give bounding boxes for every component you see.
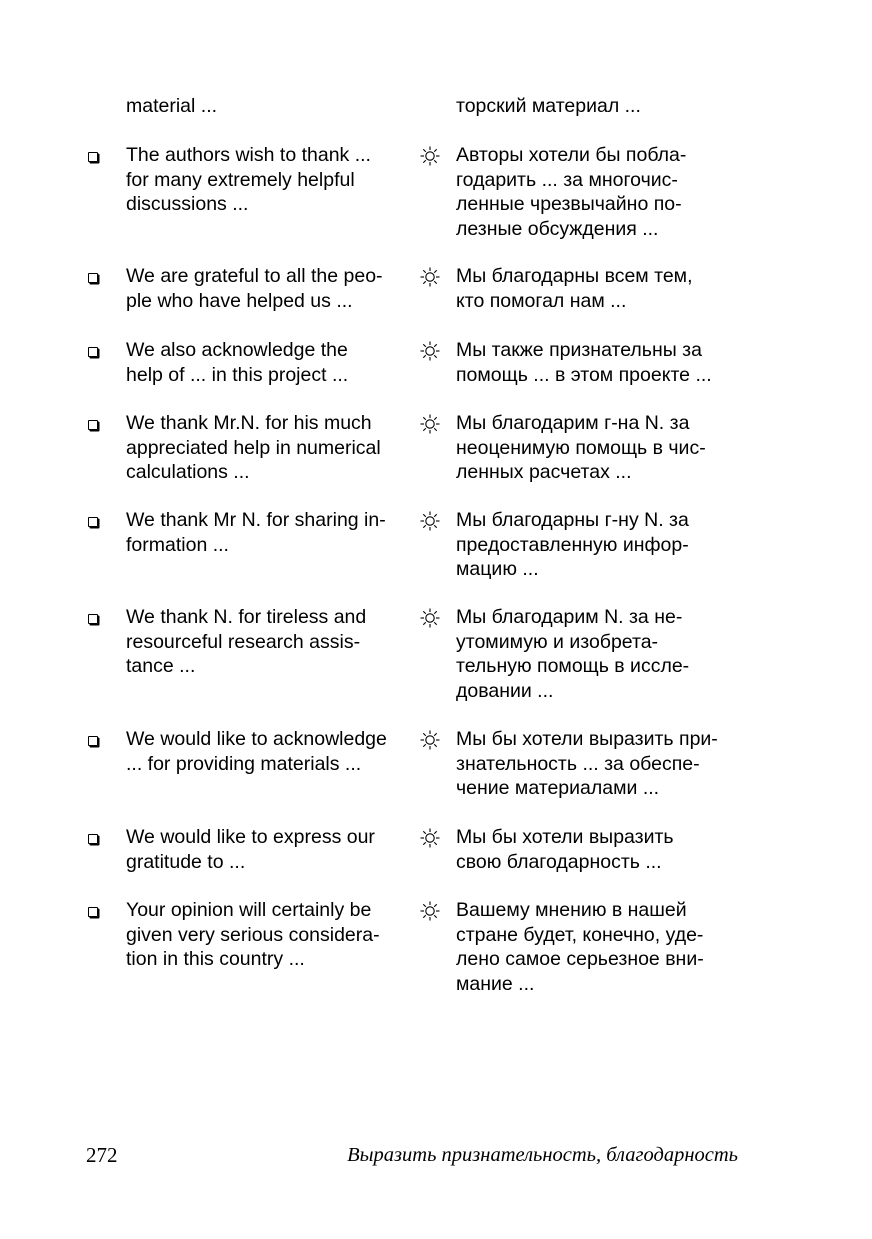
english-phrase-line: We thank Mr.N. for his much	[126, 412, 372, 434]
russian-phrase-line: стране будет, конечно, уде-	[456, 923, 704, 946]
russian-phrase-line: годарить ... за многочис-	[456, 168, 678, 191]
english-phrase-line: tance ...	[126, 655, 196, 677]
russian-phrase-line: лезные обсуждения ...	[456, 217, 659, 240]
english-phrase-line: discussions ...	[126, 193, 249, 215]
sun-bullet-icon	[418, 412, 442, 436]
english-phrase-line: calculations ...	[126, 461, 250, 483]
english-phrase-line: formation ...	[126, 533, 229, 556]
russian-phrase-line: мацию ...	[456, 558, 539, 580]
checkbox-bullet-icon	[88, 420, 98, 430]
sun-bullet-icon	[418, 265, 442, 289]
english-phrase-line: appreciated help in numerical	[126, 436, 381, 459]
english-phrase-line: We would like to express our	[126, 826, 375, 848]
sun-bullet-icon	[418, 339, 442, 363]
sun-bullet-icon	[418, 728, 442, 752]
russian-phrase-line: Мы благодарны всем тем,	[456, 265, 693, 287]
russian-phrase-line: ленные чрезвычайно по-	[456, 193, 682, 215]
russian-phrase-line: Вашему мнению в нашей	[456, 899, 687, 921]
continuation-english-text: material ...	[126, 95, 218, 117]
english-phrase-line: We thank N. for tireless and	[126, 606, 367, 628]
russian-phrase-line: ленных расчетах ...	[456, 461, 632, 483]
english-phrase-line: ... for providing materials ...	[126, 752, 362, 775]
russian-phrase-line: Мы бы хотели выразить	[456, 826, 674, 848]
checkbox-bullet-icon	[88, 273, 98, 283]
page-number: 272	[86, 1143, 118, 1167]
russian-phrase-line: Мы благодарны г-ну N. за	[456, 509, 689, 531]
russian-phrase-line: утомимую и изобрета-	[456, 630, 659, 653]
english-phrase-line: gratitude to ...	[126, 850, 246, 873]
sun-bullet-icon	[418, 899, 442, 923]
checkbox-bullet-icon	[88, 907, 98, 917]
russian-phrase-line: мание ...	[456, 972, 535, 995]
russian-phrase-line: предоставленную инфор-	[456, 533, 689, 556]
checkbox-bullet-icon	[88, 152, 98, 162]
continuation-russian-text: торский материал ...	[456, 95, 641, 117]
checkbox-bullet-icon	[88, 347, 98, 357]
checkbox-bullet-icon	[88, 834, 98, 844]
english-phrase-line: We would like to acknowledge	[126, 728, 387, 750]
russian-phrase-line: Мы бы хотели выразить при-	[456, 728, 718, 750]
russian-phrase-line: кто помогал нам ...	[456, 289, 627, 312]
english-phrase-line: We also acknowledge the	[126, 339, 348, 361]
running-title: Выразить признательность, благодарность	[347, 1144, 738, 1166]
russian-phrase-line: помощь ... в этом проекте ...	[456, 363, 712, 386]
russian-phrase-line: Авторы хотели бы побла-	[456, 144, 687, 166]
checkbox-bullet-icon	[88, 736, 98, 746]
english-phrase-line: resourceful research assis-	[126, 630, 361, 653]
english-phrase-line: Your opinion will certainly be	[126, 899, 372, 921]
russian-phrase-line: Мы также признательны за	[456, 339, 702, 361]
english-phrase-line: help of ... in this project ...	[126, 363, 349, 386]
russian-phrase-line: Мы благодарим г-на N. за	[456, 412, 690, 434]
russian-phrase-line: чение материалами ...	[456, 777, 660, 799]
english-phrase-line: given very serious considera-	[126, 923, 380, 946]
english-phrase-line: We thank Mr N. for sharing in-	[126, 509, 386, 531]
russian-phrase-line: свою благодарность ...	[456, 850, 662, 873]
english-phrase-line: The authors wish to thank ...	[126, 144, 371, 166]
russian-phrase-line: знательность ... за обеспе-	[456, 752, 700, 775]
english-phrase-line: ple who have helped us ...	[126, 289, 353, 312]
sun-bullet-icon	[418, 509, 442, 533]
russian-phrase-line: довании ...	[456, 679, 554, 702]
checkbox-bullet-icon	[88, 517, 98, 527]
russian-phrase-line: неоценимую помощь в чис-	[456, 436, 706, 459]
russian-phrase-line: тельную помощь в иссле-	[456, 655, 690, 677]
russian-phrase-line: лено самое серьезное вни-	[456, 948, 704, 970]
russian-phrase-line: Мы благодарим N. за не-	[456, 606, 683, 628]
sun-bullet-icon	[418, 826, 442, 850]
english-phrase-line: for many extremely helpful	[126, 168, 355, 191]
english-phrase-line: tion in this country ...	[126, 948, 305, 970]
sun-bullet-icon	[418, 144, 442, 168]
english-phrase-line: We are grateful to all the peo-	[126, 265, 383, 287]
sun-bullet-icon	[418, 606, 442, 630]
checkbox-bullet-icon	[88, 614, 98, 624]
